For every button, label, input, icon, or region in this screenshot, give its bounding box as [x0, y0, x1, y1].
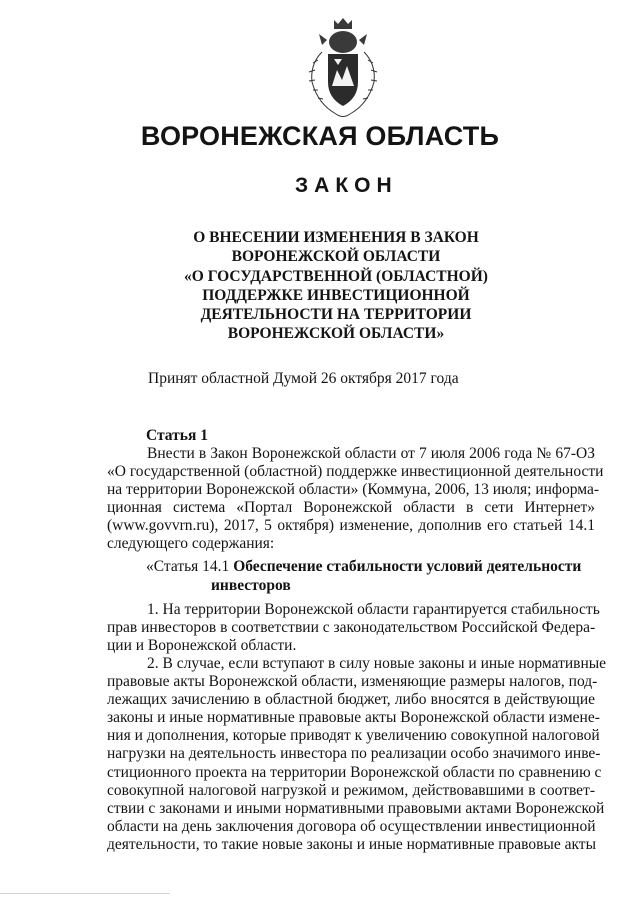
- law-title-line: ВОРОНЕЖСКОЙ ОБЛАСТИ»: [227, 325, 445, 343]
- adoption-note: Принят областной Думой 26 октября 2017 года: [148, 370, 459, 387]
- paragraph-line: деятельности, то такие новые законы и иные нормативные правовые акты: [107, 835, 596, 853]
- law-title-line: ДЕЯТЕЛЬНОСТИ НА ТЕРРИТОРИИ: [200, 306, 472, 324]
- law-title-line: О ВНЕСЕНИИ ИЗМЕНЕНИЯ В ЗАКОН: [193, 229, 479, 246]
- quoted-article-number: «Статья 14.1: [146, 558, 230, 575]
- law-title-line: «О ГОСУДАРСТВЕННОЙ (ОБЛАСТНОЙ): [184, 267, 488, 285]
- paragraph-line: совокупной налоговой нагрузкой и режимом, действовавшими в соответ-: [107, 781, 595, 799]
- paragraph-line: ционная система «Портал Воронежской области в сети Интернет»: [107, 499, 595, 517]
- paragraph-line: следующего содержания:: [107, 535, 275, 553]
- paragraph-line: ния и дополнения, которые приводят к увеличению совокупной налоговой: [107, 727, 600, 745]
- scan-edge-line: [0, 893, 170, 894]
- paragraph-line: на территории Воронежской области» (Коммуна, 2006, 13 июля; информа-: [107, 481, 599, 499]
- paragraph-line: законы и иные нормативные правовые акты Воронежской области измене-: [107, 709, 600, 727]
- paragraph-line: ции и Воронежской области.: [107, 637, 297, 655]
- document-type: ЗАКОН: [295, 174, 398, 197]
- paragraph-line: Внести в Закон Воронежской области от 7 июля 2006 года № 67-ОЗ: [147, 445, 595, 462]
- quoted-article-line: [146, 557, 581, 576]
- paragraph-line: прав инвесторов в соответствии с законодательством Российской Федера-: [107, 619, 596, 637]
- quoted-article-title: Обеспечение стабильности условий деятельности: [233, 558, 582, 575]
- article-intro: [107, 445, 604, 554]
- paragraph-line: 1. На территории Воронежской области гарантируется стабильность: [147, 601, 600, 618]
- paragraph-line: области на день заключения договора об осуществлении инвестиционной: [107, 817, 596, 835]
- quoted-article-title-continued: инвесторов: [211, 577, 291, 594]
- paragraph-line: ствии с законами и иными нормативными правовыми актами Воронежской: [107, 799, 605, 817]
- law-title-line: ПОДДЕРЖКЕ ИНВЕСТИЦИОННОЙ: [202, 286, 470, 304]
- paragraph-line: 2. В случае, если вступают в силу новые законы и иные нормативные: [147, 655, 607, 672]
- paragraph-line: нагрузки на деятельность инвестора по реализации особо значимого инве-: [107, 745, 601, 763]
- paragraph-1: [107, 601, 600, 655]
- article-heading: Статья 1: [146, 427, 208, 444]
- quoted-article-heading: [146, 557, 581, 595]
- law-title: [162, 228, 510, 344]
- paragraph-line: правовые акты Воронежской области, изменяющие размеры налогов, под-: [107, 673, 598, 691]
- paragraph-line: «О государственной (областной) поддержке инвестиционной деятельности: [107, 463, 604, 481]
- law-title-line: ВОРОНЕЖСКОЙ ОБЛАСТИ: [231, 248, 441, 266]
- coat-of-arms-icon: [300, 18, 386, 122]
- paragraph-line: (www.govvrn.ru), 2017, 5 октября) изменение, дополнив его статьей 14.1: [107, 517, 595, 535]
- paragraph-2: [107, 655, 607, 854]
- paragraph-line: лежащих зачислению в областной бюджет, либо вносятся в действующие: [107, 691, 595, 709]
- region-title: ВОРОНЕЖСКАЯ ОБЛАСТЬ: [140, 121, 500, 151]
- paragraph-line: стиционного проекта на территории Воронежской области по сравнению с: [107, 763, 602, 781]
